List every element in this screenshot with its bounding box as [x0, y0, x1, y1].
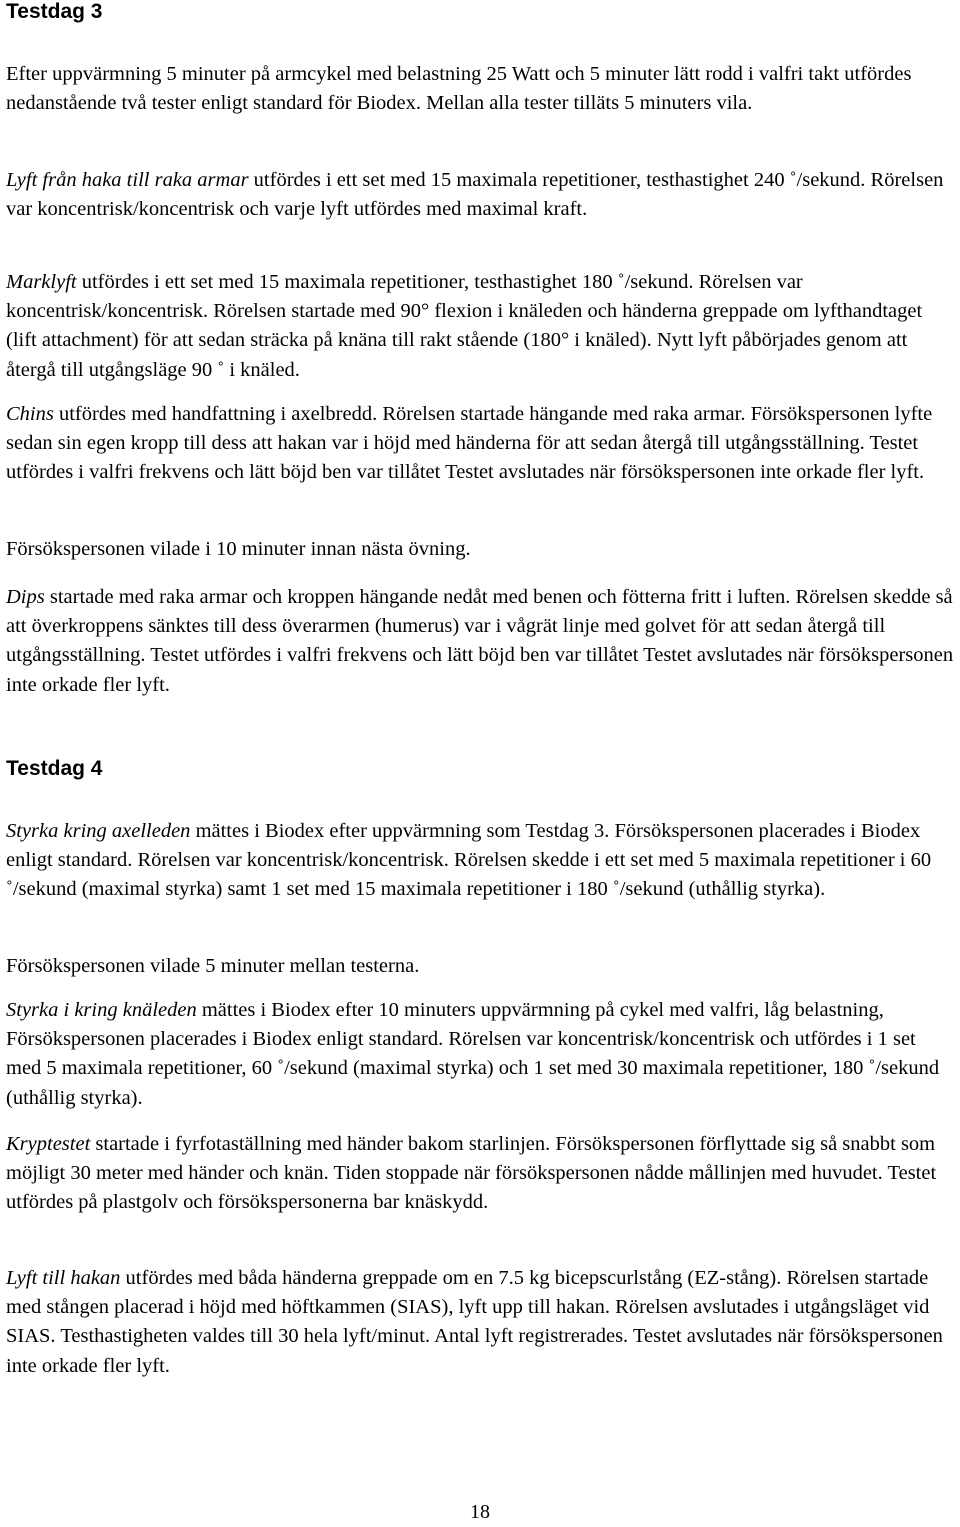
page-number: 18	[470, 1501, 490, 1523]
term-lyft-hakan: Lyft till hakan	[6, 1267, 121, 1289]
paragraph-kryptestet-text: startade i fyrfotaställning med händer bakom starlinjen. Försökspersonen förflyttade sig så snabbt som möjligt 30 meter med händer och knän. Tiden stoppade när försökspersonen nådde mållinjen med huvudet. Testet utfördes på plastgolv och försökspersonerna bar knäskydd.	[6, 1133, 937, 1214]
term-marklyft: Marklyft	[6, 271, 77, 293]
paragraph-lyft-haka	[6, 166, 956, 224]
paragraph-axelleden	[6, 817, 956, 905]
paragraph-marklyft-text: utfördes i ett set med 15 maximala repetitioner, testhastighet 180 ˚/sekund. Rörelsen var koncentrisk/koncentrisk. Rörelsen startade med 90° flexion i knäleden och händerna greppade om lyfthandtaget (lift attachment) för att sedan sträcka på knäna till rakt stående (180° i knäled). Nytt lyft påbörjades genom att återgå till utgångsläge 90 ˚ i knäled.	[6, 271, 923, 381]
paragraph-rest-10: Försökspersonen vilade i 10 minuter innan nästa övning.	[6, 538, 471, 560]
paragraph-dips	[6, 583, 956, 700]
paragraph-kryptestet	[6, 1130, 956, 1218]
paragraph-warmup: Efter uppvärmning 5 minuter på armcykel med belastning 25 Watt och 5 minuter lätt rodd i valfri takt utfördes nedanstående två tester enligt standard för Biodex. Mellan alla tester tilläts 5 minuters vila.	[6, 63, 912, 115]
paragraph-axelleden-text: mättes i Biodex efter uppvärmning som Testdag 3. Försökspersonen placerades i Biodex enligt standard. Rörelsen var koncentrisk/koncentrisk. Rörelsen skedde i ett set med 5 maximala repetitioner i 60 ˚/sekund (maximal styrka) samt 1 set med 15 maximala repetitioner i 180 ˚/sekund (uthållig styrka).	[6, 820, 932, 901]
paragraph-lyft-haka-text: utfördes i ett set med 15 maximala repetitioner, testhastighet 240 ˚/sekund. Rörelsen var koncentrisk/koncentrisk och varje lyft utfördes med maximal kraft.	[6, 169, 944, 221]
paragraph-rest-5: Försökspersonen vilade 5 minuter mellan testerna.	[6, 955, 420, 977]
paragraph-lyft-hakan-text: utfördes med båda händerna greppade om en 7.5 kg bicepscurlstång (EZ-stång). Rörelsen startade med stången placerad i höjd med höftkammen (SIAS), lyft upp till hakan. Rörelsen avslutades i utgångsläget vid SIAS. Testhastigheten valdes till 30 hela lyft/minut. Antal lyft registrerades. Testet avslutades när försökspersonen inte orkade fler lyft.	[6, 1267, 943, 1377]
term-chins: Chins	[6, 403, 54, 425]
term-lyft-haka: Lyft från haka till raka armar	[6, 169, 249, 191]
paragraph-dips-text: startade med raka armar och kroppen hängande nedåt med benen och fötterna fritt i luften. Rörelsen skedde så att överkroppens sänktes till dess överarmen (humerus) var i vågrät linje med golvet för att sedan återgå till utgångsställning. Testet utfördes i valfri frekvens och lätt böjd ben var tillåtet Testet avslutades när försökspersonen inte orkade fler lyft.	[6, 586, 954, 696]
term-knaleden: Styrka i kring knäleden	[6, 999, 197, 1021]
term-kryptestet: Kryptestet	[6, 1133, 91, 1155]
paragraph-knaleden-text: mättes i Biodex efter 10 minuters uppvärmning på cykel med valfri, låg belastning, Försökspersonen placerades i Biodex enligt standard. Rörelsen var koncentrisk/koncentrisk och utfördes i 1 set med 5 maximala repetitioner, 60 ˚/sekund (maximal styrka) och 1 set med 30 maximala repetitioner, 180 ˚/sekund (uthållig styrka).	[6, 999, 940, 1109]
term-dips: Dips	[6, 586, 45, 608]
term-axelleden: Styrka kring axelleden	[6, 820, 191, 842]
paragraph-knaleden	[6, 996, 956, 1113]
section-heading-testdag-3: Testdag 3	[6, 0, 103, 23]
paragraph-chins-text: utfördes med handfattning i axelbredd. Rörelsen startade hängande med raka armar. Försökspersonen lyfte sedan sin egen kropp till dess att hakan var i höjd med händerna för att sedan återgå till utgångsställning. Testet utfördes i valfri frekvens och lätt böjd ben var tillåtet Testet avslutades när försökspersonen inte orkade fler lyft.	[6, 403, 933, 484]
paragraph-chins	[6, 400, 956, 488]
paragraph-marklyft	[6, 268, 956, 385]
paragraph-lyft-hakan	[6, 1264, 956, 1381]
section-heading-testdag-4: Testdag 4	[6, 757, 103, 780]
